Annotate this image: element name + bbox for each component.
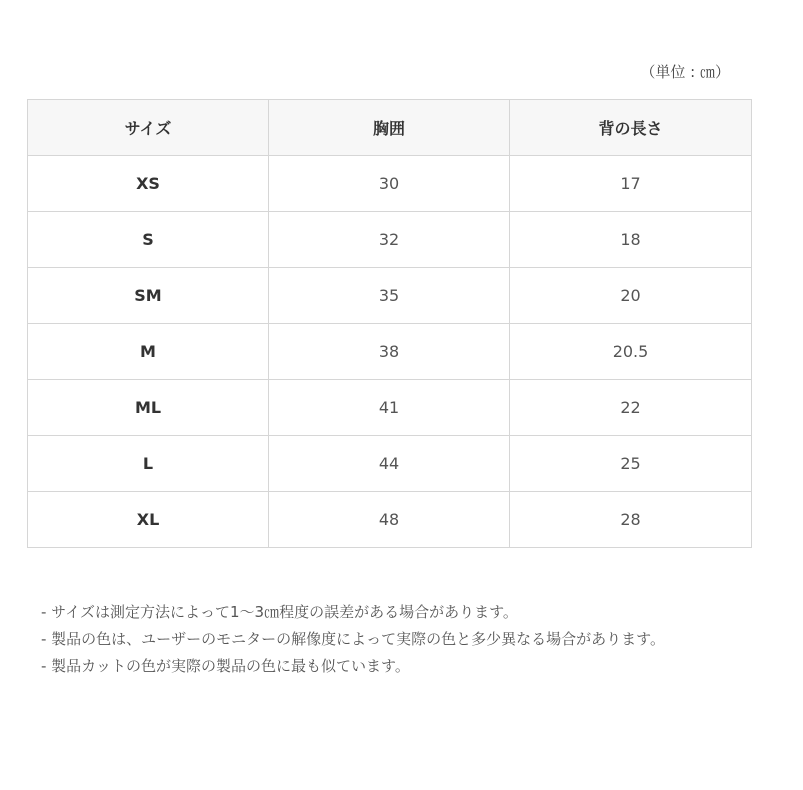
note-item: - 製品カットの色が実際の製品の色に最も似ています。 xyxy=(41,657,410,675)
size-cell: S xyxy=(28,212,269,268)
header-size: サイズ xyxy=(28,100,269,156)
table-row xyxy=(28,156,752,212)
table-row xyxy=(28,212,752,268)
chest-cell: 44 xyxy=(269,436,510,492)
back-length-cell: 25 xyxy=(510,436,752,492)
back-length-cell: 28 xyxy=(510,492,752,548)
back-length-cell: 17 xyxy=(510,156,752,212)
back-length-cell: 18 xyxy=(510,212,752,268)
back-length-cell: 20.5 xyxy=(510,324,752,380)
chest-cell: 38 xyxy=(269,324,510,380)
header-back-length: 背の長さ xyxy=(510,100,752,156)
back-length-cell: 20 xyxy=(510,268,752,324)
size-cell: XS xyxy=(28,156,269,212)
table-row xyxy=(28,436,752,492)
table-row xyxy=(28,324,752,380)
size-cell: L xyxy=(28,436,269,492)
size-cell: SM xyxy=(28,268,269,324)
size-cell: XL xyxy=(28,492,269,548)
header-chest: 胸囲 xyxy=(269,100,510,156)
chest-cell: 48 xyxy=(269,492,510,548)
back-length-cell: 22 xyxy=(510,380,752,436)
table-row xyxy=(28,380,752,436)
chest-cell: 35 xyxy=(269,268,510,324)
chest-cell: 41 xyxy=(269,380,510,436)
chest-cell: 32 xyxy=(269,212,510,268)
chest-cell: 30 xyxy=(269,156,510,212)
table-row xyxy=(28,268,752,324)
table-row xyxy=(28,492,752,548)
notes-list xyxy=(41,599,665,680)
size-cell: ML xyxy=(28,380,269,436)
note-item: - 製品の色は、ユーザーのモニターの解像度によって実際の色と多少異なる場合があります。 xyxy=(41,630,665,648)
table-header-row xyxy=(28,100,752,156)
size-chart-table xyxy=(27,99,752,548)
size-cell: M xyxy=(28,324,269,380)
unit-label: （単位 : ㎝） xyxy=(640,63,730,81)
note-item: - サイズは測定方法によって1～3㎝程度の誤差がある場合があります。 xyxy=(41,603,518,621)
